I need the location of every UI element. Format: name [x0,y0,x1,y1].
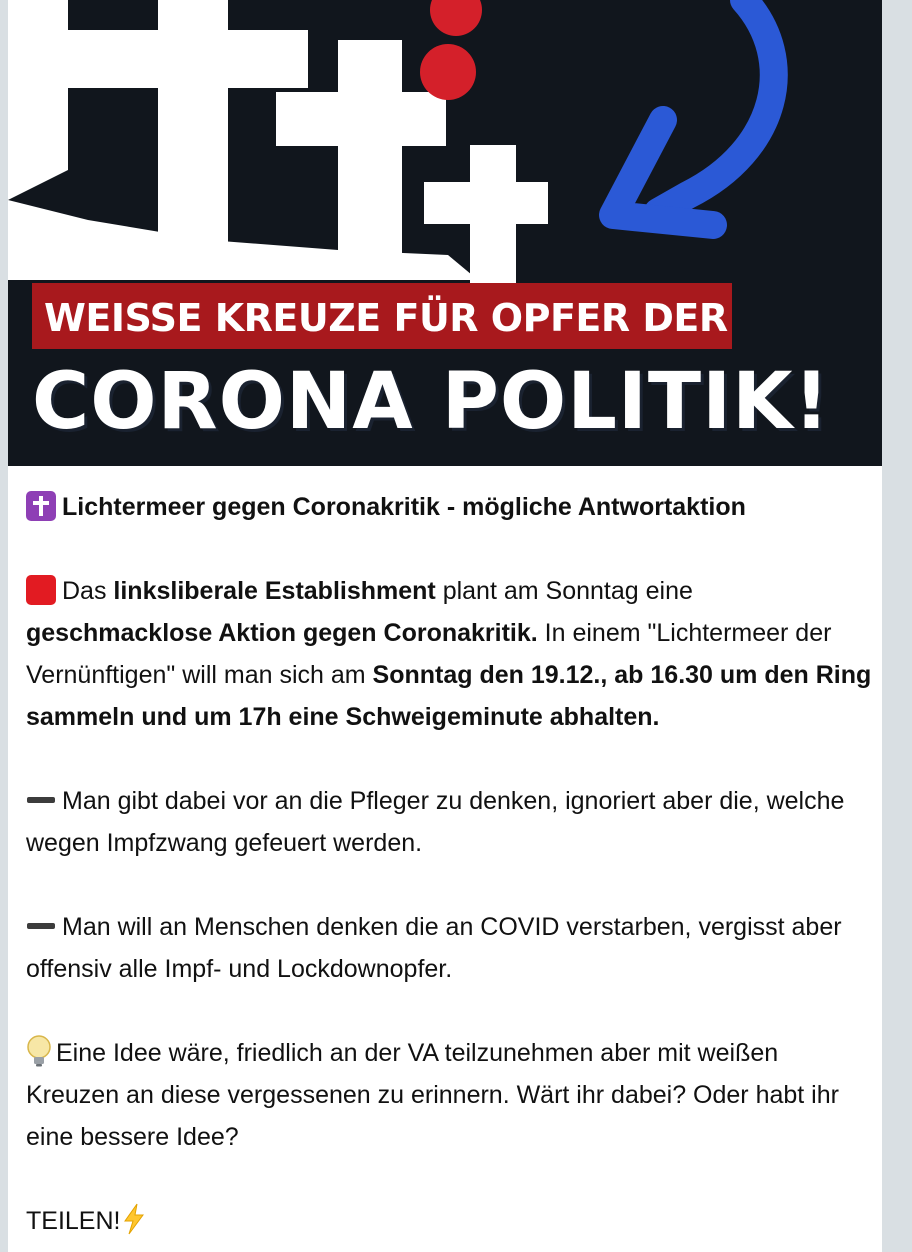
message-text [26,486,876,1242]
paragraph-4 [26,1032,876,1158]
lightning-icon [122,1203,146,1235]
paragraph-5 [26,1200,876,1242]
p3-text: Man will an Menschen denken die an COVID verstarben, vergisst aber offensiv alle Impf- und Lockdownopfer. [26,913,842,983]
minus-icon [26,911,56,941]
p1-text-3: In einem "Lichtermeer der Vernünftigen" will man sich am [26,619,832,689]
p1-text-1: Das [62,577,114,605]
p2-text: Man gibt dabei vor an die Pfleger zu denken, ignoriert aber die, welche wegen Impfzwang gefeuert werden. [26,787,845,857]
p1-bold-2: geschmacklose Aktion gegen Coronakritik. [26,619,538,647]
banner-headline-line2: CORONA POLITIK! [32,357,831,447]
paragraph-2 [26,780,876,864]
p1-text-2: plant am Sonntag eine [435,577,693,605]
paragraph-3 [26,906,876,990]
post-image[interactable] [8,0,882,466]
minus-icon [26,785,56,815]
p1-bold-1: linksliberale Establishment [113,577,436,605]
post-title: Lichtermeer gegen Coronakritik - mögliche Antwortaktion [62,493,746,521]
message-bubble [8,0,882,1252]
share-call: TEILEN! [26,1207,121,1235]
paragraph-1 [26,570,876,738]
p4-text: Eine Idee wäre, friedlich an der VA teilzunehmen aber mit weißen Kreuzen an diese vergessenen zu erinnern. Wärt ihr dabei? Oder habt ihr eine bessere Idee? [26,1039,839,1151]
latin-cross-icon [26,491,56,521]
light-bulb-icon [26,1035,52,1067]
post-title-line [26,486,876,528]
banner-headline-line1: WEISSE KREUZE FÜR OPFER DER [44,296,728,340]
p1-bold-3: Sonntag den 19.12., ab 16.30 um den Ring sammeln und um 17h eine Schweigeminute abhalten. [26,661,872,731]
red-square-icon [26,575,56,605]
